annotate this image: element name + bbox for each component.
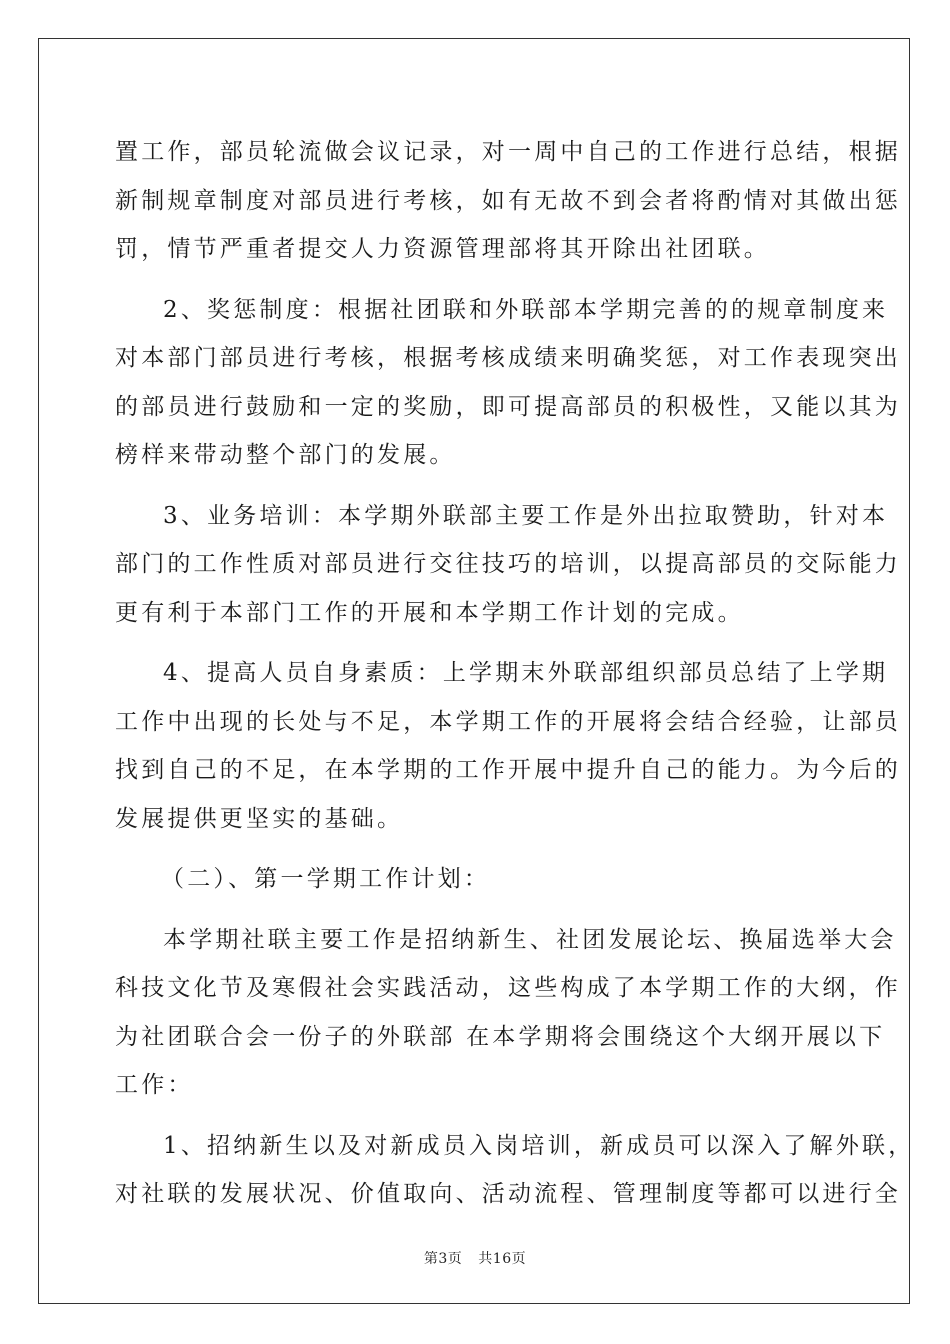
paragraph <box>115 128 901 274</box>
page-total: 共16页 <box>478 1251 527 1267</box>
text-line: 置工作，部员轮流做会议记录，对一周中自己的工作进行总结，根据 <box>115 139 901 165</box>
text-line: 2、奖惩制度：根据社团联和外联部本学期完善的的规章制度来 <box>163 296 889 323</box>
text-line: 科技文化节及寒假社会实践活动，这些构成了本学期工作的大纲，作 <box>115 975 901 1001</box>
text-line: 4、提高人员自身素质：上学期末外联部组织部员总结了上学期 <box>163 660 889 686</box>
paragraph <box>115 649 901 843</box>
document-body <box>115 128 915 1219</box>
text-line: 3、业务培训：本学期外联部主要工作是外出拉取赞助，针对本 <box>163 502 889 529</box>
page-number: 第3页 <box>423 1251 463 1267</box>
paragraph <box>115 916 901 1110</box>
text-line: 部门的工作性质对部员进行交往技巧的培训，以提高部员的交际能力 <box>115 551 901 577</box>
text-line: 为社团联合会一份子的外联部 在本学期将会围绕这个大纲开展以下 <box>115 1023 886 1050</box>
paragraph <box>115 492 901 638</box>
section-heading <box>115 855 835 904</box>
text-line: 工作： <box>115 1072 194 1098</box>
paragraph <box>115 286 901 480</box>
text-line: （二）、第一学期工作计划： <box>161 866 491 892</box>
text-line: 工作中出现的长处与不足，本学期工作的开展将会结合经验，让部员 <box>115 708 901 735</box>
paragraph <box>115 1122 915 1219</box>
text-line: 新制规章制度对部员进行考核，如有无故不到会者将酌情对其做出惩 <box>115 187 901 214</box>
text-line: 罚，情节严重者提交人力资源管理部将其开除出社团联。 <box>115 236 770 262</box>
text-line: 1、招纳新生以及对新成员入岗培训，新成员可以深入了解外联， <box>163 1132 915 1159</box>
text-line: 榜样来带动整个部门的发展。 <box>115 442 456 468</box>
text-line: 对本部门部员进行考核，根据考核成绩来明确奖惩，对工作表现突出 <box>115 345 901 371</box>
text-line: 找到自己的不足，在本学期的工作开展中提升自己的能力。为今后的 <box>115 757 901 783</box>
page-footer <box>0 1248 950 1268</box>
text-line: 对社联的发展状况、价值取向、活动流程、管理制度等都可以进行全 <box>115 1181 901 1207</box>
text-line: 本学期社联主要工作是招纳新生、社团发展论坛、换届选举大会 <box>163 926 897 953</box>
text-line: 的部员进行鼓励和一定的奖励，即可提高部员的积极性，又能以其为 <box>115 393 901 420</box>
text-line: 更有利于本部门工作的开展和本学期工作计划的完成。 <box>115 599 744 626</box>
text-line: 发展提供更坚实的基础。 <box>115 805 404 832</box>
